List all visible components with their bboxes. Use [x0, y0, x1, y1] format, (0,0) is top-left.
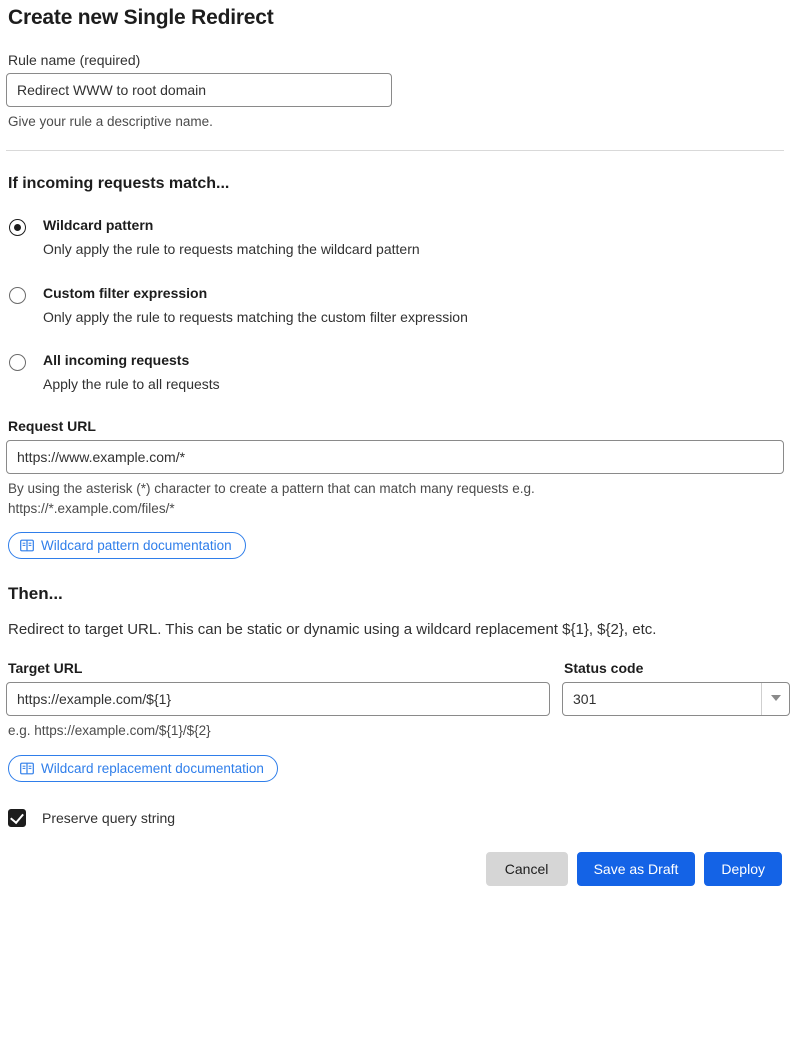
- preserve-query-string-row[interactable]: [8, 809, 784, 827]
- match-radio-group: [6, 217, 784, 393]
- page-title: Create new Single Redirect: [8, 6, 274, 29]
- status-code-value: 301: [573, 691, 597, 708]
- radio-option-all-incoming-requests[interactable]: [6, 352, 784, 393]
- cancel-button[interactable]: Cancel: [486, 852, 568, 886]
- radio-label-all-incoming-requests: All incoming requests: [43, 352, 190, 369]
- request-url-helper-line2: https://*.example.com/files/*: [8, 501, 175, 517]
- radio-icon-all-incoming-requests[interactable]: [9, 354, 26, 371]
- status-code-label: Status code: [564, 660, 644, 677]
- radio-desc-wildcard-pattern: Only apply the rule to requests matching the wildcard pattern: [43, 241, 420, 258]
- request-url-input[interactable]: [6, 440, 784, 474]
- radio-icon-custom-filter-expression[interactable]: [9, 287, 26, 304]
- wildcard-replacement-documentation-link[interactable]: [8, 755, 278, 782]
- radio-desc-custom-filter-expression: Only apply the rule to requests matching the custom filter expression: [43, 308, 468, 325]
- target-url-helper: e.g. https://example.com/${1}/${2}: [8, 723, 211, 739]
- target-url-input[interactable]: [6, 682, 550, 716]
- preserve-query-string-label: Preserve query string: [42, 809, 176, 826]
- book-icon: [20, 762, 34, 775]
- save-as-draft-button[interactable]: Save as Draft: [577, 852, 696, 886]
- request-url-label: Request URL: [8, 418, 96, 434]
- deploy-button[interactable]: Deploy: [704, 852, 782, 886]
- radio-option-wildcard-pattern[interactable]: [6, 217, 784, 258]
- select-separator: [761, 683, 762, 715]
- rule-name-helper: Give your rule a descriptive name.: [8, 114, 213, 129]
- match-section-title: If incoming requests match...: [8, 175, 230, 193]
- wildcard-pattern-documentation-label: Wildcard pattern documentation: [41, 538, 232, 554]
- status-code-select[interactable]: [562, 682, 790, 716]
- target-url-label: Target URL: [8, 660, 83, 677]
- radio-option-custom-filter-expression[interactable]: [6, 285, 784, 326]
- wildcard-pattern-documentation-link[interactable]: [8, 532, 246, 559]
- wildcard-replacement-documentation-label: Wildcard replacement documentation: [41, 760, 264, 776]
- form-actions: [6, 852, 784, 886]
- request-url-helper-line1: By using the asterisk (*) character to create a pattern that can match many requests e.g.: [8, 481, 535, 496]
- book-icon: [20, 539, 34, 552]
- then-section-title: Then...: [8, 584, 63, 604]
- radio-desc-all-incoming-requests: Apply the rule to all requests: [43, 376, 220, 393]
- radio-icon-wildcard-pattern[interactable]: [9, 219, 26, 236]
- radio-label-wildcard-pattern: Wildcard pattern: [43, 217, 154, 234]
- then-section-description: Redirect to target URL. This can be static or dynamic using a wildcard replacement ${1}, ${2}, etc.: [8, 621, 657, 639]
- single-redirect-form: [0, 6, 790, 886]
- preserve-query-string-checkbox[interactable]: [8, 809, 26, 827]
- rule-name-label: Rule name (required): [8, 52, 141, 68]
- rule-name-input[interactable]: [6, 73, 392, 107]
- radio-label-custom-filter-expression: Custom filter expression: [43, 284, 208, 301]
- section-divider: [6, 150, 784, 151]
- target-and-status-row: [6, 660, 784, 716]
